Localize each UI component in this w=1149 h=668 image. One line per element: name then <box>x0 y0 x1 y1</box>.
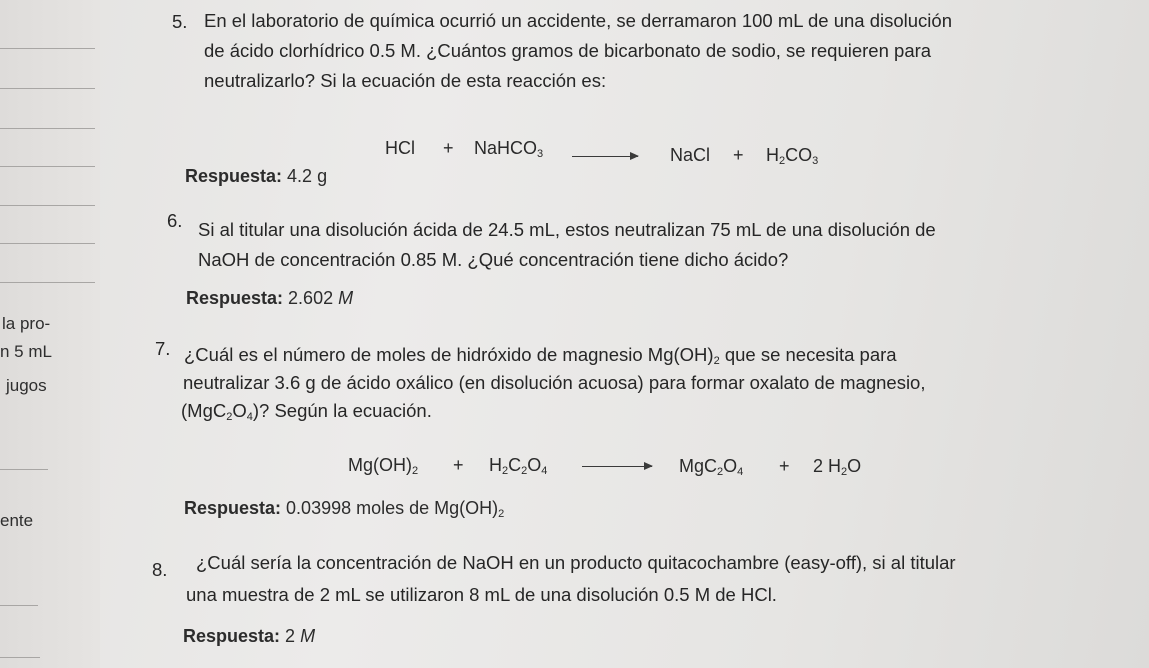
problem-number: 5. <box>172 11 188 32</box>
answer-value: 4.2 g <box>287 166 328 186</box>
margin-rule <box>0 282 95 283</box>
equation-product: 2 $H_2O$ <box>813 456 862 478</box>
margin-rule <box>0 166 95 167</box>
margin-fragment: ente <box>0 511 34 530</box>
margin-fragment: n 5 mL <box>0 342 52 361</box>
margin-fragment: jugos <box>6 376 47 395</box>
equation-product: $H_2CO_3$ <box>766 145 819 167</box>
margin-rule <box>0 205 95 206</box>
equation-product: $MgC_2O_4$ <box>679 456 744 478</box>
reaction-arrow <box>582 466 652 467</box>
problem-text-line: $(MgC_2O_4)$? Según la ecuación. <box>181 400 432 423</box>
margin-rule <box>0 657 40 658</box>
equation-reactant: HCl <box>385 138 415 158</box>
margin-rule <box>0 469 48 470</box>
answer <box>185 166 327 187</box>
answer-value: 0.03998 moles de $Mg(OH)_2$ <box>286 498 505 520</box>
margin-rule <box>0 48 95 49</box>
problem-text-line: neutralizar 3.6 g de ácido oxálico (en disolución acuosa) para formar oxalato de magnesio, <box>183 372 926 393</box>
equation-reactant: NaHCO$_3$ <box>474 138 544 160</box>
answer <box>183 626 315 647</box>
problem-number: 6. <box>167 210 183 231</box>
equation-reactant: $Mg(OH)_2$ <box>348 455 419 477</box>
problem-text-line: de ácido clorhídrico 0.5 M. ¿Cuántos gramos de bicarbonato de sodio, se requieren para <box>204 40 932 61</box>
problem-number: 8. <box>152 559 168 580</box>
margin-rule <box>0 243 95 244</box>
answer-value: 2 M <box>285 626 316 646</box>
problem-text-line: NaOH de concentración 0.85 M. ¿Qué concentración tiene dicho ácido? <box>198 249 789 270</box>
margin-rule <box>0 128 95 129</box>
chemical-equation <box>385 138 415 159</box>
problem-text-line: ¿Cuál es el número de moles de hidróxido de magnesio $Mg(OH)_2$ que se necesita para <box>184 344 897 367</box>
margin-fragment: la pro- <box>2 314 51 333</box>
problem-text-line: una muestra de 2 mL se utilizaron 8 mL de una disolución 0.5 M de HCl. <box>186 584 777 605</box>
problem-number: 7. <box>155 338 171 359</box>
answer-label: Respuesta: <box>183 626 281 646</box>
problem-text-line: En el laboratorio de química ocurrió un accidente, se derramaron 100 mL de una disolución <box>204 10 952 31</box>
equation-product: NaCl <box>670 145 711 165</box>
problem-text-line: ¿Cuál sería la concentración de NaOH en un producto quitacochambre (easy-off), si al titular <box>196 552 956 573</box>
previous-page-margin <box>0 0 100 668</box>
equation-reactant: $H_2C_2O_4$ <box>489 455 548 477</box>
answer <box>186 288 353 309</box>
answer-value: 2.602 M <box>288 288 354 308</box>
reaction-arrow <box>572 156 638 157</box>
problem-text-line: Si al titular una disolución ácida de 24.5 mL, estos neutralizan 75 mL de una disolución de <box>198 219 936 240</box>
margin-rule <box>0 88 95 89</box>
problem-text-line: neutralizarlo? Si la ecuación de esta reacción es: <box>204 70 607 91</box>
answer-label: Respuesta: <box>184 498 282 518</box>
answer-label: Respuesta: <box>185 166 283 186</box>
margin-rule <box>0 605 38 606</box>
answer-label: Respuesta: <box>186 288 284 308</box>
answer <box>184 498 504 520</box>
